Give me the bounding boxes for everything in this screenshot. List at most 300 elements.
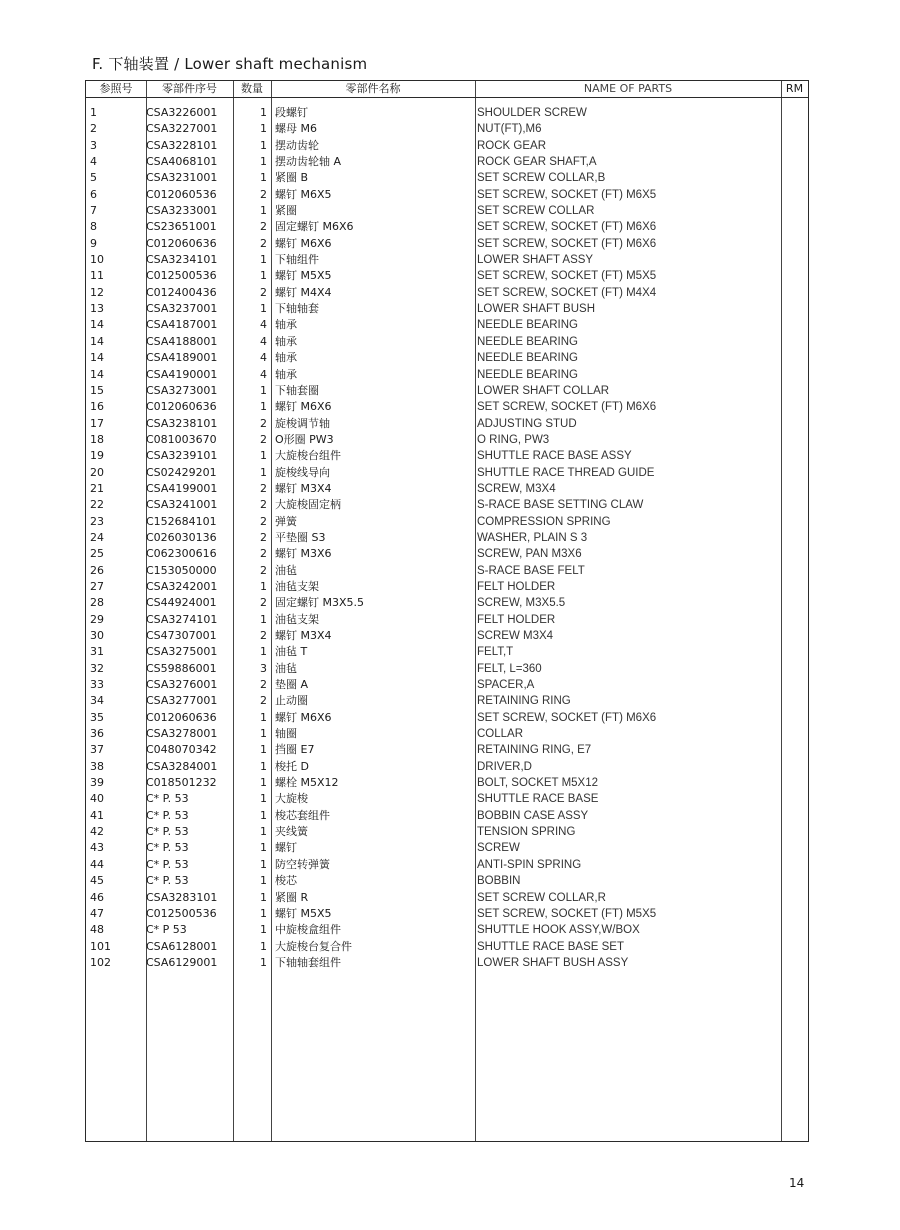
name-en-cell: SCREW, PAN M3X6 [477,548,582,561]
table-row [86,775,808,791]
name-en-cell: FELT HOLDER [477,580,556,593]
name-en-cell: SET SCREW, SOCKET (FT) M6X5 [477,188,657,201]
ref-cell: 2 [90,122,97,136]
quantity-cell: 1 [260,612,267,626]
name-en-cell: NEEDLE BEARING [477,319,578,332]
name-cn-cell: 段螺钉 [275,106,308,119]
part-number-cell: CS59886001 [146,661,217,675]
table-row [86,350,808,366]
quantity-cell: 1 [260,759,267,773]
part-number-cell: C081003670 [146,432,217,446]
table-row [86,448,808,464]
ref-cell: 30 [90,629,104,642]
name-cn-cell: 大旋梭固定柄 [275,498,341,512]
name-cn-cell: 螺钉 M5X5 [275,906,332,920]
name-en-cell: ROCK GEAR [477,139,547,152]
quantity-cell: 2 [260,236,267,250]
name-cn-cell: 大旋梭台组件 [275,449,341,463]
ref-cell: 27 [90,579,104,593]
quantity-cell: 1 [260,841,267,855]
ref-cell: 42 [90,825,104,839]
name-cn-cell: 轴承 [275,334,297,348]
ref-cell: 14 [90,351,104,365]
part-number-cell: C012060636 [146,710,217,724]
name-cn-cell: 平垫圈 S3 [275,530,326,544]
part-number-cell: C062300616 [146,547,217,561]
table-row [86,644,808,660]
ref-cell: 36 [90,727,104,741]
ref-cell: 101 [90,939,111,953]
name-cn-cell: 螺钉 M4X4 [275,285,332,299]
name-en-cell: SCREW, M3X4 [477,482,556,495]
name-cn-cell: 下轴轴套 [275,302,319,316]
name-en-cell: NEEDLE BEARING [477,368,578,381]
name-en-cell: DRIVER,D [477,760,532,773]
header-name-en: NAME OF PARTS [583,82,673,95]
table-row [86,579,808,595]
table-row [86,105,808,121]
table-row [86,497,808,513]
part-number-cell: C012060536 [146,187,217,201]
table-row [86,546,808,562]
header-ref: 参照号 [99,82,133,95]
name-en-cell: SHUTTLE HOOK ASSY,W/BOX [477,924,640,937]
quantity-cell: 2 [260,678,267,692]
name-cn-cell: 螺钉 M5X5 [275,269,332,283]
header-rm: RM [785,82,804,95]
table-row [86,138,808,154]
quantity-cell: 2 [260,432,267,446]
name-cn-cell: 螺栓 M5X12 [275,776,339,790]
part-number-cell: CSA3273001 [146,383,218,397]
name-cn-cell: 中旋梭盒组件 [275,923,341,937]
part-number-cell: CS23651001 [146,220,217,234]
name-cn-cell: 紧圈 R [275,890,309,904]
quantity-cell: 4 [260,351,267,365]
ref-cell: 19 [90,449,104,463]
name-cn-cell: 梭芯套组件 [275,808,330,822]
table-row [86,628,808,644]
name-en-cell: SPACER,A [477,679,535,692]
quantity-cell: 2 [260,285,267,299]
part-number-cell: CSA6128001 [146,939,218,953]
table-row [86,742,808,758]
quantity-cell: 1 [260,727,267,741]
table-row [86,922,808,938]
ref-cell: 17 [90,416,104,430]
name-en-cell: SET SCREW COLLAR,B [477,172,606,185]
table-row [86,939,808,955]
ref-cell: 23 [90,514,104,528]
table-header [86,81,808,98]
ref-cell: 15 [90,383,104,397]
part-number-cell: C048070342 [146,743,217,757]
table-row [86,791,808,807]
table-row [86,514,808,530]
part-number-cell: CSA3227001 [146,122,218,136]
name-en-cell: S-RACE BASE SETTING CLAW [477,499,644,512]
ref-cell: 31 [90,645,104,659]
name-en-cell: ROCK GEAR SHAFT,A [477,156,597,169]
table-row [86,808,808,824]
quantity-cell: 1 [260,106,267,119]
part-number-cell: C* P. 53 [146,825,189,839]
name-cn-cell: 夹线簧 [275,825,308,839]
ref-cell: 1 [90,106,97,119]
name-cn-cell: 下轴组件 [275,253,319,267]
part-number-cell: CSA3242001 [146,579,218,593]
table-row [86,285,808,301]
name-en-cell: FELT,T [477,646,514,659]
ref-cell: 43 [90,841,104,855]
part-number-cell: CSA4187001 [146,318,218,332]
name-en-cell: SHUTTLE RACE BASE [477,793,599,806]
name-cn-cell: 轴承 [275,351,297,365]
quantity-cell: 1 [260,955,267,969]
table-row [86,530,808,546]
ref-cell: 35 [90,710,104,724]
name-cn-cell: 轴圈 [275,727,297,741]
quantity-cell: 1 [260,923,267,937]
name-cn-cell: 摆动齿轮 [275,138,319,152]
quantity-cell: 1 [260,808,267,822]
name-en-cell: FELT HOLDER [477,613,556,626]
table-row [86,465,808,481]
part-number-cell: CSA3274101 [146,612,218,626]
quantity-cell: 1 [260,253,267,267]
table-row [86,890,808,906]
part-number-cell: C* P. 53 [146,792,189,806]
quantity-cell: 1 [260,269,267,283]
quantity-cell: 4 [260,334,267,348]
part-number-cell: C012060636 [146,236,217,250]
quantity-cell: 2 [260,220,267,234]
name-en-cell: SHUTTLE RACE BASE ASSY [477,450,632,463]
part-number-cell: CSA6129001 [146,955,218,969]
ref-cell: 37 [90,743,104,757]
ref-cell: 24 [90,530,104,544]
ref-cell: 13 [90,302,104,316]
ref-cell: 14 [90,334,104,348]
quantity-cell: 2 [260,694,267,708]
quantity-cell: 1 [260,449,267,463]
table-row [86,693,808,709]
table-row [86,416,808,432]
table-row [86,170,808,186]
name-cn-cell: 轴承 [275,318,297,332]
name-en-cell: SET SCREW, SOCKET (FT) M6X6 [477,221,657,234]
name-en-cell: SCREW M3X4 [477,630,554,642]
ref-cell: 38 [90,759,104,773]
name-en-cell: NUT(FT),M6 [477,123,542,136]
name-cn-cell: 紧圈 [275,204,297,218]
table-row [86,317,808,333]
name-en-cell: RETAINING RING, E7 [477,744,592,757]
part-number-cell: CSA3284001 [146,759,218,773]
quantity-cell: 1 [260,302,267,316]
ref-cell: 14 [90,318,104,332]
ref-cell: 47 [90,906,104,920]
quantity-cell: 1 [260,890,267,904]
ref-cell: 12 [90,285,104,299]
quantity-cell: 1 [260,579,267,593]
part-number-cell: CSA3241001 [146,498,218,512]
ref-cell: 25 [90,547,104,561]
ref-cell: 40 [90,792,104,806]
part-number-cell: CS02429201 [146,465,217,479]
quantity-cell: 1 [260,155,267,169]
ref-cell: 34 [90,694,104,708]
quantity-cell: 1 [260,792,267,806]
quantity-cell: 1 [260,400,267,414]
name-cn-cell: 螺钉 M6X5 [275,187,332,201]
name-en-cell: NEEDLE BEARING [477,335,578,348]
table-row [86,121,808,137]
quantity-cell: 1 [260,776,267,790]
part-number-cell: CSA4068101 [146,155,218,169]
quantity-cell: 2 [260,547,267,561]
part-number-cell: C012500536 [146,269,217,283]
part-number-cell: CSA4199001 [146,481,218,495]
table-row [86,612,808,628]
quantity-cell: 1 [260,710,267,724]
part-number-cell: C018501232 [146,776,217,790]
part-number-cell: CSA3275001 [146,645,218,659]
name-en-cell: SCREW, M3X5.5 [477,597,566,610]
name-cn-cell: 螺钉 M6X6 [275,400,332,414]
part-number-cell: C152684101 [146,514,217,528]
ref-cell: 3 [90,138,97,152]
name-cn-cell: 油毡 [275,563,297,577]
ref-cell: 6 [90,187,97,201]
table-row [86,399,808,415]
quantity-cell: 4 [260,367,267,381]
name-cn-cell: 螺钉 M3X4 [275,481,332,495]
part-number-cell: CS44924001 [146,596,217,610]
table-row [86,840,808,856]
table-row [86,367,808,383]
quantity-cell: 1 [260,122,267,136]
name-en-cell: SET SCREW, SOCKET (FT) M6X6 [477,401,657,414]
ref-cell: 39 [90,776,104,790]
quantity-cell: 1 [260,383,267,397]
ref-cell: 44 [90,857,104,871]
ref-cell: 45 [90,874,104,888]
quantity-cell: 2 [260,498,267,512]
ref-cell: 29 [90,612,104,626]
ref-cell: 20 [90,465,104,479]
ref-cell: 46 [90,890,104,904]
header-part-no: 零部件序号 [162,82,217,95]
part-number-cell: CS47307001 [146,629,217,642]
name-cn-cell: 螺钉 M3X6 [275,547,332,561]
ref-cell: 8 [90,220,97,234]
name-cn-cell: 挡圈 E7 [275,743,315,757]
part-number-cell: CSA4188001 [146,334,218,348]
name-en-cell: BOLT, SOCKET M5X12 [477,777,599,790]
ref-cell: 22 [90,498,104,512]
name-cn-cell: 螺钉 M6X6 [275,236,332,250]
name-en-cell: FELT, L=360 [477,662,542,675]
table-body [86,105,808,971]
part-number-cell: CSA3233001 [146,204,218,218]
name-en-cell: SET SCREW, SOCKET (FT) M5X5 [477,270,657,283]
name-en-cell: LOWER SHAFT BUSH ASSY [477,956,629,969]
ref-cell: 11 [90,269,104,283]
name-cn-cell: 大旋梭 [275,792,308,806]
table-row [86,661,808,677]
quantity-cell: 1 [260,874,267,888]
name-cn-cell: 梭托 D [275,759,309,773]
name-en-cell: ADJUSTING STUD [477,417,577,430]
ref-cell: 4 [90,155,97,169]
quantity-cell: 1 [260,645,267,659]
name-en-cell: LOWER SHAFT COLLAR [477,384,610,397]
table-row [86,236,808,252]
quantity-cell: 1 [260,743,267,757]
name-en-cell: LOWER SHAFT BUSH [477,303,595,316]
table-row [86,268,808,284]
name-en-cell: SET SCREW COLLAR,R [477,891,606,904]
name-en-cell: TENSION SPRING [477,826,576,839]
part-number-cell: CSA3234101 [146,253,218,267]
name-cn-cell: 固定螺钉 M6X6 [275,220,354,234]
name-en-cell: SET SCREW, SOCKET (FT) M4X4 [477,286,657,299]
part-number-cell: C153050000 [146,563,217,577]
ref-cell: 10 [90,253,104,267]
name-cn-cell: 大旋梭台复合件 [275,939,352,953]
name-cn-cell: 油毡支架 [275,612,319,626]
name-en-cell: S-RACE BASE FELT [477,564,585,577]
name-cn-cell: 梭芯 [275,874,297,888]
quantity-cell: 1 [260,204,267,218]
table-row [86,710,808,726]
ref-cell: 7 [90,204,97,218]
name-en-cell: SET SCREW COLLAR [477,205,595,218]
ref-cell: 48 [90,923,104,937]
quantity-cell: 2 [260,514,267,528]
table-row [86,873,808,889]
table-row [86,824,808,840]
name-en-cell: SET SCREW, SOCKET (FT) M5X5 [477,907,657,920]
table-row [86,677,808,693]
part-number-cell: CSA3278001 [146,727,218,741]
name-en-cell: SHUTTLE RACE THREAD GUIDE [477,466,655,479]
table-row [86,432,808,448]
quantity-cell: 1 [260,857,267,871]
name-cn-cell: 油毡 T [275,645,308,659]
ref-cell: 28 [90,596,104,610]
name-en-cell: SHUTTLE RACE BASE SET [477,940,624,953]
part-number-cell: CSA4190001 [146,367,218,381]
name-cn-cell: 下轴轴套组件 [275,955,341,969]
name-en-cell: SET SCREW, SOCKET (FT) M6X6 [477,711,657,724]
quantity-cell: 2 [260,481,267,495]
name-en-cell: NEEDLE BEARING [477,352,578,365]
part-number-cell: CSA3276001 [146,678,218,692]
name-cn-cell: 旋梭调节轴 [275,416,330,430]
table-row [86,857,808,873]
table-row [86,334,808,350]
part-number-cell: C* P. 53 [146,874,189,888]
part-number-cell: CSA3231001 [146,171,218,185]
name-cn-cell: 下轴套圈 [275,383,319,397]
name-en-cell: ANTI-SPIN SPRING [477,858,582,871]
table-row [86,252,808,268]
name-cn-cell: 防空转弹簧 [275,857,330,871]
quantity-cell: 1 [260,465,267,479]
name-cn-cell: 油毡支架 [275,579,319,593]
quantity-cell: 3 [260,661,267,675]
table-row [86,203,808,219]
part-number-cell: C* P 53 [146,923,187,937]
ref-cell: 33 [90,678,104,692]
name-en-cell: O RING, PW3 [477,433,550,446]
header-name-cn: 零部件名称 [345,82,401,95]
ref-cell: 21 [90,481,104,495]
page-title: F. 下轴装置 / Lower shaft mechanism [92,55,368,73]
name-cn-cell: 摆动齿轮轴 A [275,155,342,169]
name-en-cell: LOWER SHAFT ASSY [477,254,594,267]
name-en-cell: SCREW [477,842,520,855]
quantity-cell: 1 [260,939,267,953]
quantity-cell: 2 [260,596,267,610]
quantity-cell: 2 [260,187,267,201]
ref-cell: 14 [90,367,104,381]
table-row [86,187,808,203]
header-qty: 数量 [241,82,263,95]
name-cn-cell: 紧圈 B [275,171,309,185]
part-number-cell: CSA3277001 [146,694,218,708]
part-number-cell: CSA3283101 [146,890,218,904]
part-number-cell: C012060636 [146,400,217,414]
table-row [86,219,808,235]
ref-cell: 5 [90,171,97,185]
name-en-cell: SET SCREW, SOCKET (FT) M6X6 [477,237,657,250]
table-row [86,154,808,170]
part-number-cell: CSA3228101 [146,138,218,152]
part-number-cell: CSA3239101 [146,449,218,463]
part-number-cell: CSA3238101 [146,416,218,430]
ref-cell: 26 [90,563,104,577]
name-en-cell: BOBBIN [477,875,521,888]
quantity-cell: 2 [260,563,267,577]
name-en-cell: SHOULDER SCREW [477,107,587,119]
quantity-cell: 1 [260,171,267,185]
quantity-cell: 1 [260,138,267,152]
table-row [86,955,808,971]
name-en-cell: COLLAR [477,728,524,741]
ref-cell: 16 [90,400,104,414]
quantity-cell: 1 [260,906,267,920]
part-number-cell: C* P. 53 [146,857,189,871]
ref-cell: 18 [90,432,104,446]
name-cn-cell: 弹簧 [275,514,297,528]
ref-cell: 102 [90,955,111,969]
table-row [86,595,808,611]
name-cn-cell: 垫圈 A [275,678,309,692]
part-number-cell: C026030136 [146,530,217,544]
quantity-cell: 1 [260,825,267,839]
table-row [86,906,808,922]
page-number: 14 [789,1176,805,1190]
part-number-cell: C012500536 [146,906,217,920]
ref-cell: 41 [90,808,104,822]
name-cn-cell: O形圈 PW3 [275,432,334,446]
table-row [86,481,808,497]
name-cn-cell: 螺钉 M6X6 [275,710,332,724]
name-cn-cell: 螺母 M6 [275,122,317,136]
